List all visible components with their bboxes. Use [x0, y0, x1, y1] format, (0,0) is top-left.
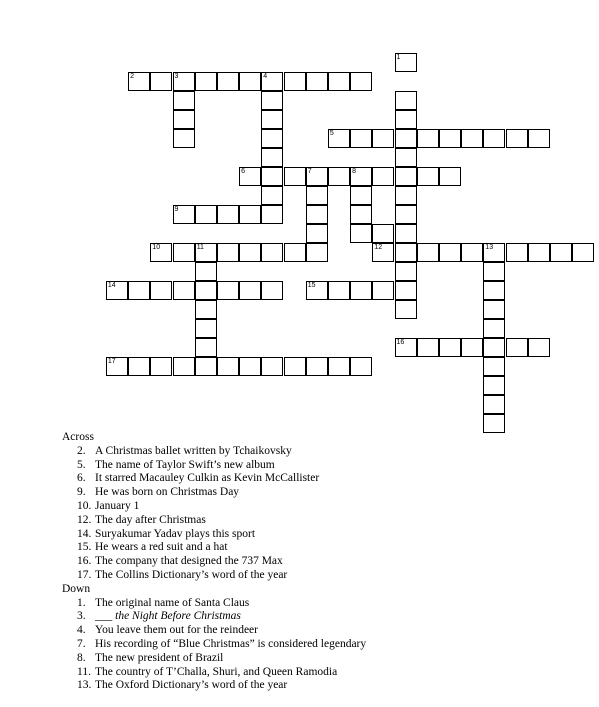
grid-cell[interactable]	[150, 281, 172, 300]
grid-cell[interactable]	[439, 129, 461, 148]
clue-num: 10.	[77, 499, 92, 512]
grid-cell[interactable]	[239, 357, 261, 376]
clue-text: He wears a red suit and a hat	[95, 541, 228, 554]
grid-cell[interactable]	[483, 395, 505, 414]
grid-cell[interactable]	[173, 129, 195, 148]
down-clue	[62, 666, 582, 680]
down-clue	[62, 652, 582, 666]
clue-text: You leave them out for the reindeer	[95, 624, 258, 637]
clue-num: 8.	[77, 651, 86, 664]
grid-cell[interactable]	[461, 338, 483, 357]
grid-cell[interactable]	[483, 319, 505, 338]
grid-cell[interactable]	[261, 205, 283, 224]
down-clue	[62, 597, 582, 611]
grid-cell[interactable]	[395, 338, 417, 357]
clue-text: The original name of Santa Claus	[95, 596, 250, 609]
grid-cell[interactable]	[417, 129, 439, 148]
grid-cell[interactable]	[261, 110, 283, 129]
grid-cell[interactable]	[195, 205, 217, 224]
grid-cell[interactable]	[261, 72, 283, 91]
grid-cell[interactable]	[150, 357, 172, 376]
clue-text: The Collins Dictionary’s word of the year	[95, 568, 288, 581]
grid-cell[interactable]	[217, 357, 239, 376]
grid-cell[interactable]	[550, 243, 572, 262]
grid-cell[interactable]	[328, 129, 350, 148]
grid-cell[interactable]	[195, 319, 217, 338]
clue-num: 15.	[77, 541, 92, 554]
across-clues	[62, 445, 582, 583]
grid-cell[interactable]	[506, 338, 528, 357]
grid-cell[interactable]	[261, 148, 283, 167]
down-clue	[62, 679, 582, 693]
clue-text: The name of Taylor Swift’s new album	[95, 458, 275, 471]
grid-cell[interactable]	[395, 167, 417, 186]
grid-cell[interactable]	[395, 205, 417, 224]
across-clue	[62, 445, 582, 459]
clue-number: 11	[196, 244, 204, 251]
clue-number: 9	[174, 206, 179, 213]
grid-cell[interactable]	[173, 205, 195, 224]
grid-cell[interactable]	[483, 129, 505, 148]
grid-cell[interactable]	[306, 281, 328, 300]
grid-cell[interactable]	[417, 243, 439, 262]
clue-num: 9.	[77, 486, 86, 499]
across-clue	[62, 500, 582, 514]
clue-num: 5.	[77, 458, 86, 471]
clue-num: 2.	[77, 444, 86, 457]
grid-cell[interactable]	[195, 300, 217, 319]
grid-cell[interactable]	[395, 224, 417, 243]
grid-cell[interactable]	[395, 110, 417, 129]
clue-number: 14	[107, 282, 116, 289]
grid-cell[interactable]	[173, 243, 195, 262]
clue-text: He was born on Christmas Day	[95, 486, 240, 499]
grid-cell[interactable]	[328, 357, 350, 376]
grid-cell[interactable]	[284, 72, 306, 91]
down-clue	[62, 610, 582, 624]
clue-text: the Night Before Christmas	[115, 610, 241, 623]
grid-cell[interactable]	[239, 72, 261, 91]
grid-cell[interactable]	[395, 186, 417, 205]
clue-number: 12	[374, 244, 383, 251]
clue-num: 14.	[77, 527, 92, 540]
grid-cell[interactable]	[150, 72, 172, 91]
clue-blank: ___	[95, 610, 113, 623]
grid-cell[interactable]	[572, 243, 594, 262]
grid-cell[interactable]	[306, 357, 328, 376]
grid-cell[interactable]	[195, 72, 217, 91]
grid-cell[interactable]	[128, 357, 150, 376]
clue-num: 6.	[77, 472, 86, 485]
grid-cell[interactable]	[106, 357, 128, 376]
clue-num: 7.	[77, 637, 86, 650]
clue-num: 13.	[77, 679, 92, 692]
grid-cell[interactable]	[395, 281, 417, 300]
clue-number: 7	[307, 168, 312, 175]
across-clue	[62, 514, 582, 528]
grid-cell[interactable]	[372, 167, 394, 186]
clue-text: The new president of Brazil	[95, 651, 224, 664]
clue-num: 4.	[77, 624, 86, 637]
grid-cell[interactable]	[173, 91, 195, 110]
clue-num: 16.	[77, 555, 92, 568]
grid-cell[interactable]	[217, 205, 239, 224]
grid-cell[interactable]	[506, 243, 528, 262]
across-clue	[62, 459, 582, 473]
grid-cell[interactable]	[328, 167, 350, 186]
clue-text: It starred Macauley Culkin as Kevin McCallister	[95, 472, 320, 485]
across-heading: Across	[62, 431, 94, 443]
grid-cell[interactable]	[306, 167, 328, 186]
grid-cell[interactable]	[350, 205, 372, 224]
grid-cell[interactable]	[417, 167, 439, 186]
grid-cell[interactable]	[372, 243, 394, 262]
grid-cell[interactable]	[350, 72, 372, 91]
grid-cell[interactable]	[306, 205, 328, 224]
grid-cell[interactable]	[239, 281, 261, 300]
grid-cell[interactable]	[306, 243, 328, 262]
grid-cell[interactable]	[395, 53, 417, 72]
clue-text: The company that designed the 737 Max	[95, 555, 283, 568]
grid-cell[interactable]	[461, 243, 483, 262]
across-clue	[62, 486, 582, 500]
grid-cell[interactable]	[372, 129, 394, 148]
grid-cell[interactable]	[261, 167, 283, 186]
grid-cell[interactable]	[350, 357, 372, 376]
clue-number: 8	[352, 168, 356, 175]
clue-num: 1.	[77, 596, 86, 609]
grid-cell[interactable]	[261, 91, 283, 110]
grid-cell[interactable]	[284, 167, 306, 186]
grid-cell[interactable]	[128, 72, 150, 91]
clue-num: 12.	[77, 513, 92, 526]
grid-cell[interactable]	[173, 281, 195, 300]
grid-cell[interactable]	[350, 129, 372, 148]
grid-cell[interactable]	[261, 357, 283, 376]
grid-cell[interactable]	[461, 129, 483, 148]
clue-number: 4	[263, 73, 268, 80]
grid-cell[interactable]	[128, 281, 150, 300]
clue-text: The country of T’Challa, Shuri, and Queen Ramodia	[95, 665, 338, 678]
clue-text: January 1	[95, 499, 140, 512]
grid-cell[interactable]	[350, 224, 372, 243]
grid-cell[interactable]	[439, 167, 461, 186]
grid-cell[interactable]	[395, 300, 417, 319]
grid-cell[interactable]	[306, 224, 328, 243]
grid-cell[interactable]	[350, 281, 372, 300]
grid-cell[interactable]	[439, 338, 461, 357]
clue-number: 6	[241, 168, 245, 175]
grid-cell[interactable]	[483, 376, 505, 395]
across-clue	[62, 472, 582, 486]
grid-cell[interactable]	[217, 281, 239, 300]
clue-number: 15	[307, 282, 316, 289]
clue-text: The day after Christmas	[95, 513, 206, 526]
grid-cell[interactable]	[483, 300, 505, 319]
grid-cell[interactable]	[483, 262, 505, 281]
grid-cell[interactable]	[217, 243, 239, 262]
clue-num: 11.	[77, 665, 91, 678]
grid-cell[interactable]	[372, 224, 394, 243]
grid-cell[interactable]	[328, 72, 350, 91]
down-clue	[62, 638, 582, 652]
grid-cell[interactable]	[483, 357, 505, 376]
grid-cell[interactable]	[328, 281, 350, 300]
grid-cell[interactable]	[395, 91, 417, 110]
across-clue	[62, 555, 582, 569]
grid-cell[interactable]	[239, 205, 261, 224]
grid-cell[interactable]	[195, 243, 217, 262]
grid-cell[interactable]	[528, 243, 550, 262]
across-clue	[62, 528, 582, 542]
grid-cell[interactable]	[261, 129, 283, 148]
clue-num: 17.	[77, 568, 92, 581]
grid-cell[interactable]	[173, 110, 195, 129]
grid-cell[interactable]	[195, 338, 217, 357]
clue-number: 13	[485, 244, 494, 251]
grid-cell[interactable]	[306, 186, 328, 205]
grid-cell[interactable]	[173, 72, 195, 91]
grid-cell[interactable]	[483, 281, 505, 300]
clue-num: 3.	[77, 610, 86, 623]
grid-cell[interactable]	[483, 243, 505, 262]
grid-cell[interactable]	[395, 243, 417, 262]
clue-text: Suryakumar Yadav plays this sport	[95, 527, 256, 540]
grid-cell[interactable]	[395, 129, 417, 148]
clue-number: 10	[152, 244, 161, 251]
grid-cell[interactable]	[284, 357, 306, 376]
grid-cell[interactable]	[195, 357, 217, 376]
grid-cell[interactable]	[417, 338, 439, 357]
grid-cell[interactable]	[306, 72, 328, 91]
grid-cell[interactable]	[150, 243, 172, 262]
clue-number: 5	[329, 130, 334, 137]
clue-number: 2	[130, 73, 134, 80]
clue-number: 16	[396, 339, 405, 346]
clue-number: 1	[396, 54, 401, 61]
grid-cell[interactable]	[284, 243, 306, 262]
grid-cell[interactable]	[350, 167, 372, 186]
grid-cell[interactable]	[372, 281, 394, 300]
across-clue	[62, 541, 582, 555]
grid-cell[interactable]	[217, 72, 239, 91]
grid-cell[interactable]	[350, 186, 372, 205]
clue-number: 17	[107, 358, 116, 365]
down-clue	[62, 624, 582, 638]
down-heading: Down	[62, 582, 91, 595]
clue-number: 3	[174, 73, 179, 80]
down-clues	[62, 597, 582, 694]
grid-cell[interactable]	[395, 148, 417, 167]
grid-cell[interactable]	[195, 262, 217, 281]
clue-list	[62, 431, 582, 693]
grid-cell[interactable]	[239, 243, 261, 262]
grid-cell[interactable]	[239, 167, 261, 186]
grid-cell[interactable]	[261, 243, 283, 262]
grid-cell[interactable]	[528, 338, 550, 357]
across-clue	[62, 569, 582, 583]
grid-cell[interactable]	[439, 243, 461, 262]
grid-cell[interactable]	[195, 281, 217, 300]
grid-cell[interactable]	[106, 281, 128, 300]
grid-cell[interactable]	[173, 357, 195, 376]
grid-cell[interactable]	[528, 129, 550, 148]
grid-cell[interactable]	[395, 262, 417, 281]
clue-text: His recording of “Blue Christmas” is considered legendary	[95, 637, 367, 650]
grid-cell[interactable]	[506, 129, 528, 148]
clue-text: The Oxford Dictionary’s word of the year	[95, 679, 288, 692]
grid-cell[interactable]	[261, 281, 283, 300]
grid-cell[interactable]	[483, 338, 505, 357]
clue-text: A Christmas ballet written by Tchaikovsky	[95, 444, 292, 457]
grid-cell[interactable]	[261, 186, 283, 205]
